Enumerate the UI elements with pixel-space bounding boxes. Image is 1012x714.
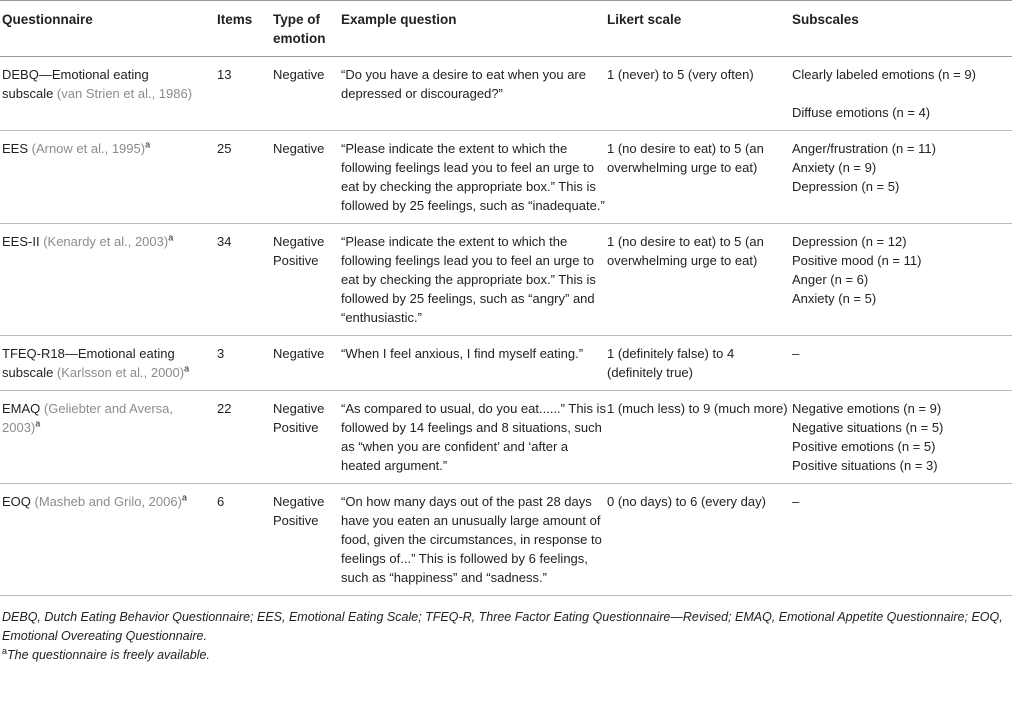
- example-question-cell: “As compared to usual, do you eat......” This is followed by 14 feelings and 8 situations, such as “when you are confident’ and ‘after a heated argument.”: [341, 401, 606, 473]
- subscales-cell: [792, 224, 1012, 336]
- emotion-type: Negative: [273, 141, 325, 156]
- items-cell: 22: [217, 401, 232, 416]
- example-question-cell: “Please indicate the extent to which the following feelings lead you to feel an urge to eat by checking the appropriate box.” This is followed by 25 feelings, such as “angry” and “enthusiastic.”: [341, 234, 596, 325]
- emotion-type: Positive: [273, 420, 319, 435]
- table-row: [0, 224, 1012, 336]
- items-cell: 13: [217, 67, 232, 82]
- likert-scale-cell: 1 (no desire to eat) to 5 (an overwhelming urge to eat): [607, 141, 764, 175]
- likert-scale-cell: 1 (never) to 5 (very often): [607, 67, 754, 82]
- subscale-item: Anxiety (n = 9): [792, 160, 877, 175]
- availability-text: The questionnaire is freely available.: [7, 648, 210, 662]
- table-row: [0, 336, 1012, 391]
- emotion-type: Negative: [273, 401, 325, 416]
- header-type-of-emotion: [273, 1, 341, 57]
- subscales-cell: [792, 484, 1012, 596]
- header-subscales: Subscales: [792, 12, 859, 27]
- header-likert-scale: Likert scale: [607, 12, 682, 27]
- subscale-item: Anger (n = 6): [792, 272, 869, 287]
- questionnaire-name: TFEQ-R18—Emotional eating: [2, 346, 175, 361]
- questionnaire-name: EES: [2, 141, 32, 156]
- subscales-cell: [792, 57, 1012, 131]
- questionnaire-name: EOQ: [2, 494, 35, 509]
- type-cell: [273, 336, 341, 391]
- abbreviations-note: DEBQ, Dutch Eating Behavior Questionnaire; EES, Emotional Eating Scale; TFEQ-R, Three Factor Eating Questionnaire—Revised; EMAQ, Emotional Appetite Questionnaire; EOQ,: [2, 610, 1003, 624]
- questionnaire-cell: [0, 336, 217, 391]
- subscale-item: Negative situations (n = 5): [792, 420, 944, 435]
- reference-link[interactable]: (Geliebter and Aversa,: [43, 401, 174, 416]
- emotion-type: Negative: [273, 234, 325, 249]
- emotion-type: Negative: [273, 346, 325, 361]
- likert-scale-cell: 0 (no days) to 6 (every day): [607, 494, 766, 509]
- header-example-question: Example question: [341, 12, 457, 27]
- subscale-item: Positive emotions (n = 5): [792, 439, 936, 454]
- questionnaire-cell: [0, 131, 217, 224]
- items-cell: 25: [217, 141, 232, 156]
- subscale-gap: [792, 84, 1012, 103]
- example-question-cell: “Please indicate the extent to which the following feelings lead you to feel an urge to eat by checking the appropriate box.” This is followed by 25 feelings, such as “inadequate.”: [341, 141, 605, 213]
- example-question-cell: “Do you have a desire to eat when you are depressed or discouraged?”: [341, 67, 586, 101]
- subscale-item: Diffuse emotions (n = 4): [792, 105, 931, 120]
- subscale-item: Anxiety (n = 5): [792, 291, 877, 306]
- table-row: [0, 391, 1012, 484]
- subscale-none: –: [792, 346, 800, 361]
- abbreviations-note-cont: Emotional Overeating Questionnaire.: [2, 629, 207, 643]
- subscale-item: Positive situations (n = 3): [792, 458, 938, 473]
- table-header-row: [0, 1, 1012, 57]
- footnote-marker: a: [184, 363, 190, 374]
- type-cell: [273, 131, 341, 224]
- table-row: [0, 131, 1012, 224]
- items-cell: 6: [217, 494, 225, 509]
- questionnaire-cell: [0, 484, 217, 596]
- reference-link[interactable]: (Kenardy et al., 2003): [43, 234, 169, 249]
- type-cell: [273, 391, 341, 484]
- header-items: Items: [217, 12, 253, 27]
- subscale-item: Depression (n = 5): [792, 179, 900, 194]
- subscale-item: Depression (n = 12): [792, 234, 907, 249]
- questionnaire-name-cont: subscale: [2, 86, 57, 101]
- header-type-line2: emotion: [273, 31, 326, 46]
- subscales-cell: [792, 391, 1012, 484]
- reference-link[interactable]: (van Strien et al., 1986): [56, 86, 193, 101]
- subscale-none: –: [792, 494, 800, 509]
- availability-note: [2, 646, 1012, 665]
- reference-link[interactable]: (Masheb and Grilo, 2006): [34, 494, 182, 509]
- header-questionnaire: Questionnaire: [2, 12, 93, 27]
- table-footnotes: [0, 608, 1012, 665]
- example-question-cell: “On how many days out of the past 28 days have you eaten an unusually large amount of food, given the circumstances, in response to feelings of...” This is followed by 6 feelings, such as “happiness” and “sadness.”: [341, 494, 602, 585]
- items-cell: 34: [217, 234, 232, 249]
- emotion-type: Positive: [273, 513, 319, 528]
- questionnaire-name-cont: subscale: [2, 365, 57, 380]
- example-question-cell: “When I feel anxious, I find myself eating.”: [341, 346, 584, 361]
- questionnaire-cell: [0, 224, 217, 336]
- header-type-line1: Type of: [273, 12, 320, 27]
- questionnaire-cell: [0, 57, 217, 131]
- questionnaire-cell: [0, 391, 217, 484]
- reference-link-cont[interactable]: 2003): [2, 420, 36, 435]
- emotion-type: Positive: [273, 253, 319, 268]
- items-cell: 3: [217, 346, 225, 361]
- footnote-marker: a: [168, 232, 174, 243]
- questionnaire-name: EES-II: [2, 234, 44, 249]
- reference-link[interactable]: (Karlsson et al., 2000): [56, 365, 185, 380]
- questionnaire-name: DEBQ—Emotional eating: [2, 67, 149, 82]
- footnote-marker: a: [35, 418, 41, 429]
- likert-scale-cell: 1 (much less) to 9 (much more): [607, 401, 788, 416]
- subscale-item: Clearly labeled emotions (n = 9): [792, 67, 976, 82]
- type-cell: [273, 484, 341, 596]
- type-cell: [273, 57, 341, 131]
- subscale-item: Negative emotions (n = 9): [792, 401, 942, 416]
- table-row: [0, 484, 1012, 596]
- footnote-marker: a: [181, 492, 187, 503]
- emotion-type: Negative: [273, 494, 325, 509]
- likert-scale-cell: 1 (no desire to eat) to 5 (an overwhelming urge to eat): [607, 234, 764, 268]
- subscale-item: Anger/frustration (n = 11): [792, 141, 936, 156]
- reference-link[interactable]: (Arnow et al., 1995): [31, 141, 146, 156]
- questionnaire-name: EMAQ: [2, 401, 44, 416]
- type-cell: [273, 224, 341, 336]
- subscales-cell: [792, 336, 1012, 391]
- emotion-type: Negative: [273, 67, 325, 82]
- table-row: [0, 57, 1012, 131]
- subscales-cell: [792, 131, 1012, 224]
- footnote-marker: a: [145, 139, 151, 150]
- subscale-item: Positive mood (n = 11): [792, 253, 922, 268]
- likert-scale-cell: 1 (definitely false) to 4 (definitely true): [607, 346, 735, 380]
- footnote-marker: a: [2, 645, 8, 656]
